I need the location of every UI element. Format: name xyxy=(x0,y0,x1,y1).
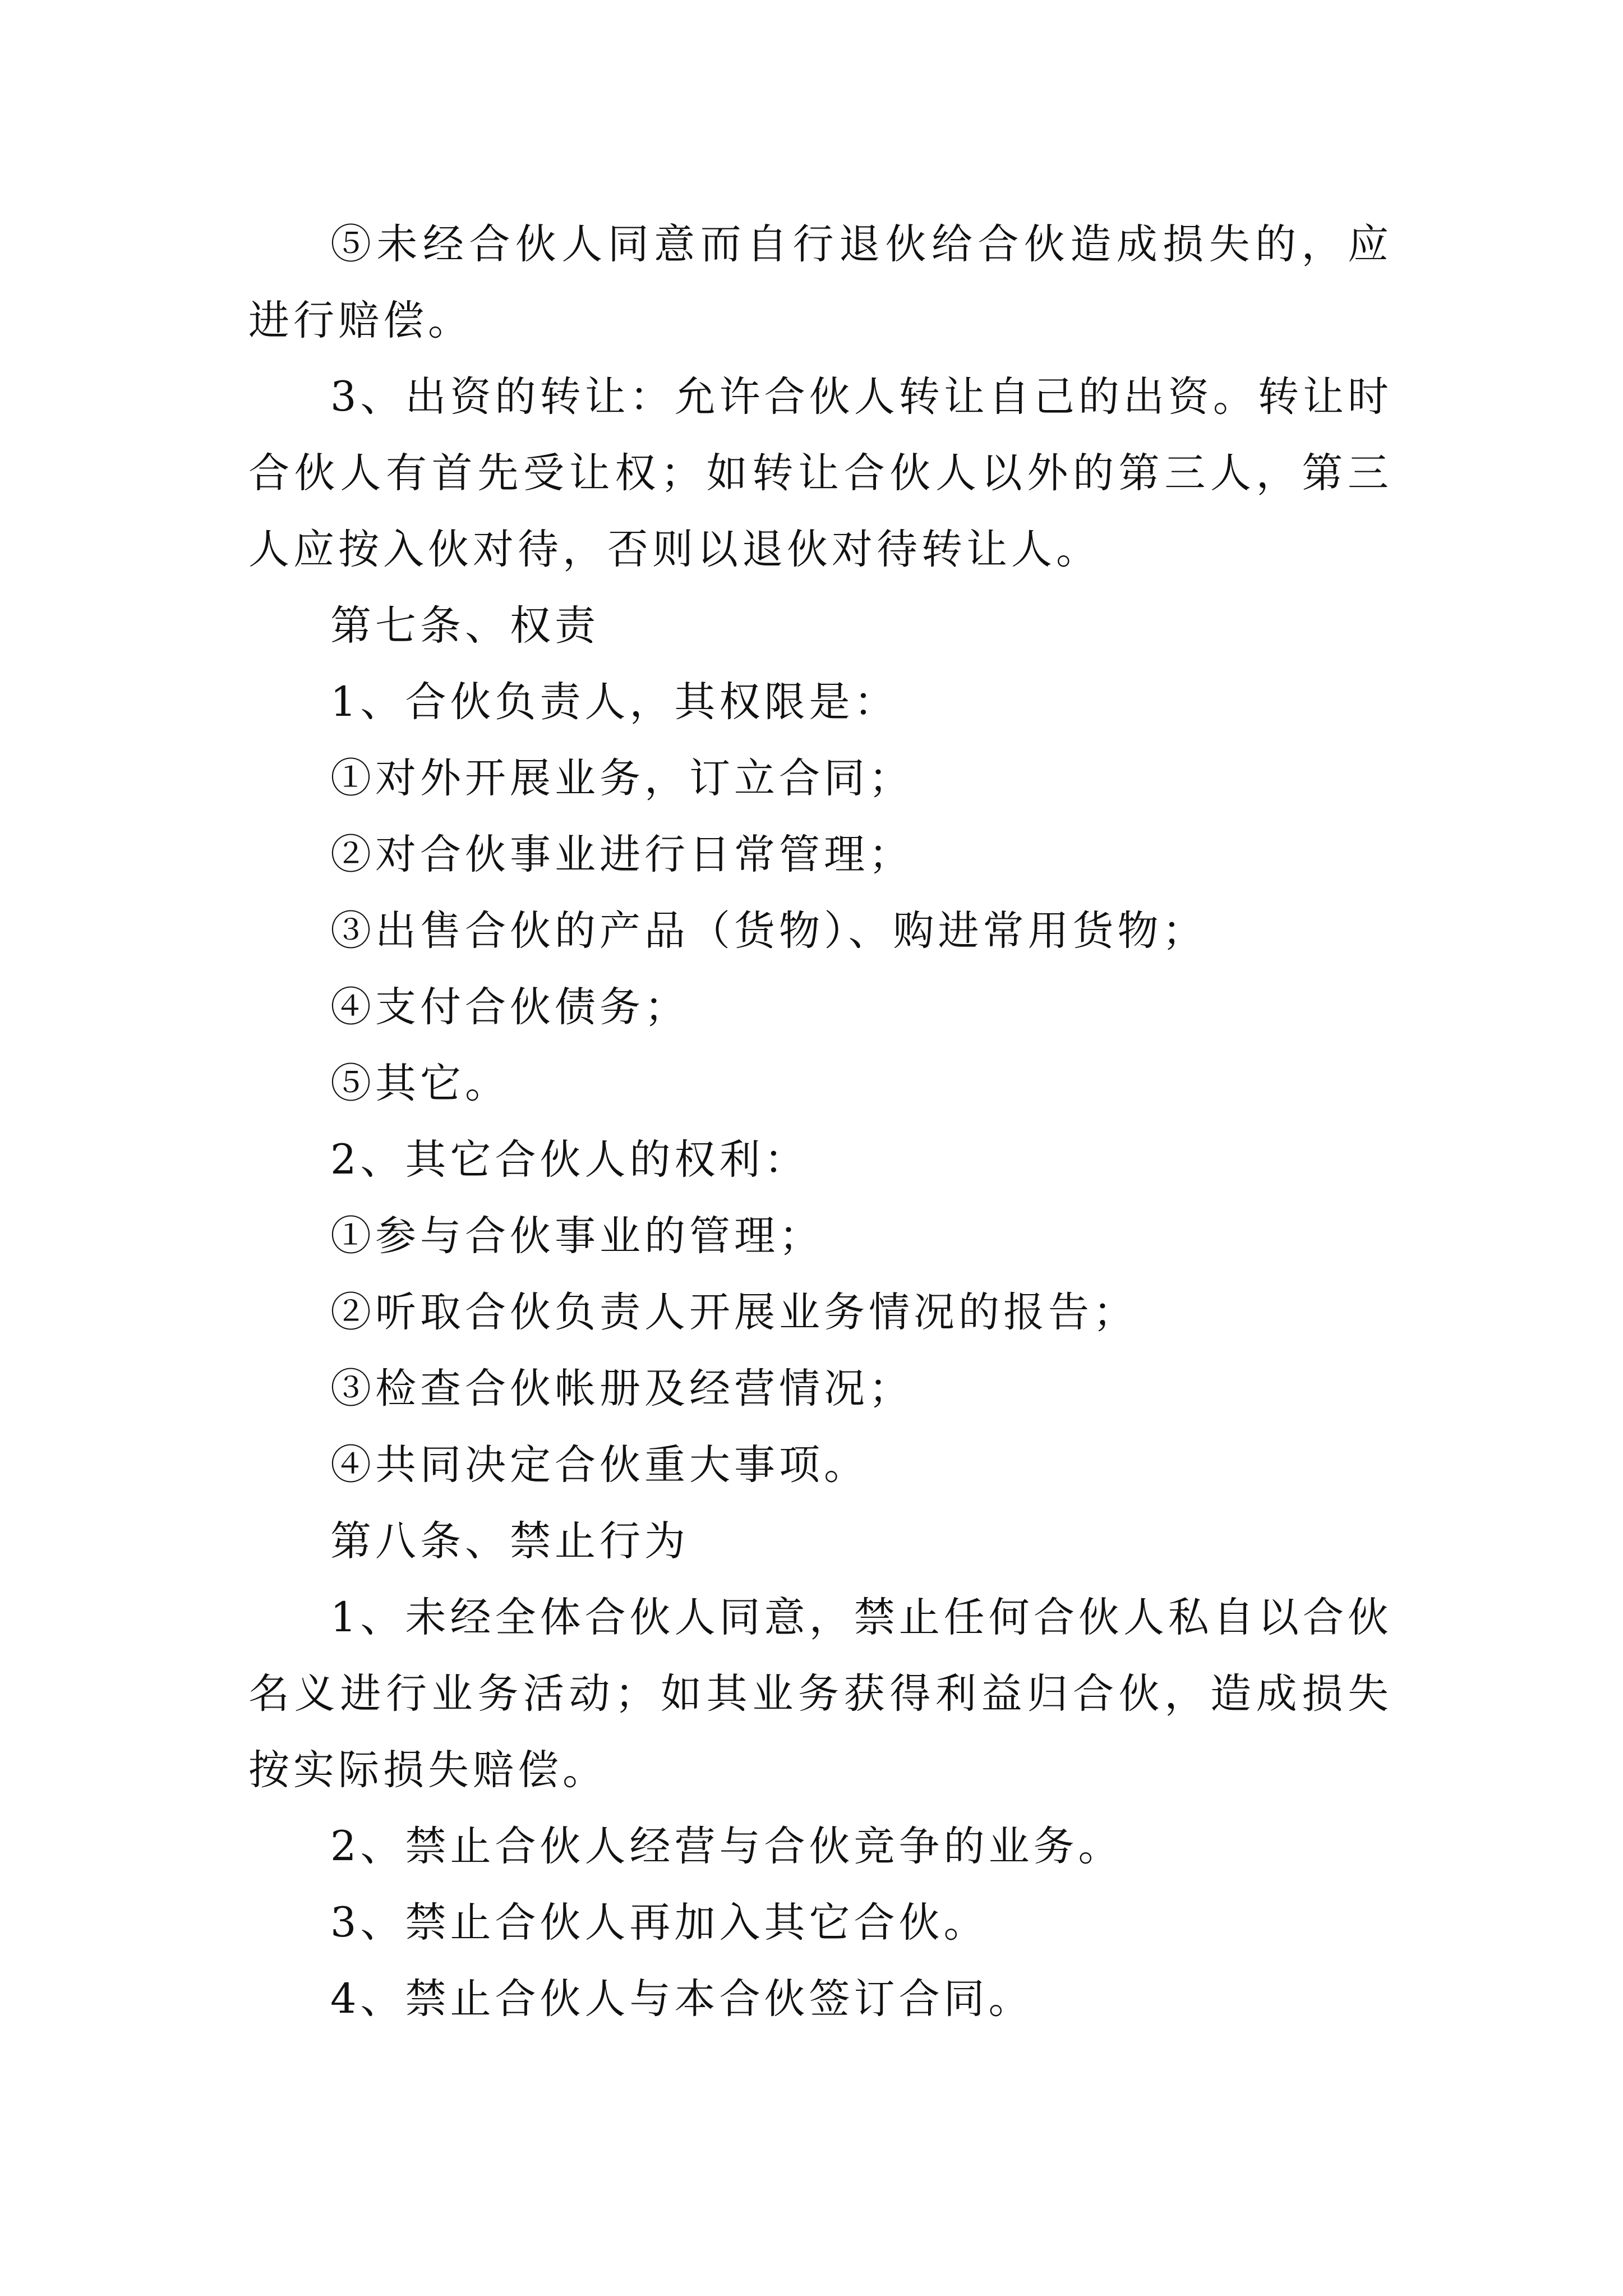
article-8-heading: 第八条、禁止行为 xyxy=(330,1517,689,1565)
list-item: ⑤其它。 xyxy=(330,1060,510,1107)
paragraph-capital-transfer: 3、出资的转让：允许合伙人转让自己的出资。转让时合伙人有首先受让权；如转让合伙人以外的第三人，第三人应按入伙对待，否则以退伙对待转让人。 xyxy=(248,373,1393,573)
list-item: ③检查合伙帐册及经营情况； xyxy=(330,1365,914,1412)
paragraph-partner-rights: 2、其它合伙人的权利： xyxy=(330,1136,809,1184)
paragraph-manager-authority: 1、合伙负责人，其权限是： xyxy=(330,678,899,726)
list-item: ③出售合伙的产品（货物）、购进常用货物； xyxy=(330,907,1207,955)
document-body xyxy=(248,206,1393,2037)
paragraph-prohibition-4: 4、禁止合伙人与本合伙签订合同。 xyxy=(330,1975,1034,2023)
article-7-heading: 第七条、权责 xyxy=(330,602,600,650)
paragraph-withdrawal-compensation: ⑤未经合伙人同意而自行退伙给合伙造成损失的，应进行赔偿。 xyxy=(248,220,1393,344)
paragraph-prohibition-3: 3、禁止合伙人再加入其它合伙。 xyxy=(330,1899,989,1947)
list-item: ②听取合伙负责人开展业务情况的报告； xyxy=(330,1289,1138,1336)
list-item: ④共同决定合伙重大事项。 xyxy=(330,1441,869,1489)
list-item: ②对合伙事业进行日常管理； xyxy=(330,831,914,878)
list-item: ④支付合伙债务； xyxy=(330,983,689,1031)
paragraph-prohibition-2: 2、禁止合伙人经营与合伙竞争的业务。 xyxy=(330,1823,1123,1870)
list-item: ①对外开展业务，订立合同； xyxy=(330,754,914,802)
list-item: ①参与合伙事业的管理； xyxy=(330,1212,824,1260)
paragraph-prohibition-1: 1、未经全体合伙人同意，禁止任何合伙人私自以合伙名义进行业务活动；如其业务获得利益归合伙，造成损失按实际损失赔偿。 xyxy=(248,1594,1393,1794)
